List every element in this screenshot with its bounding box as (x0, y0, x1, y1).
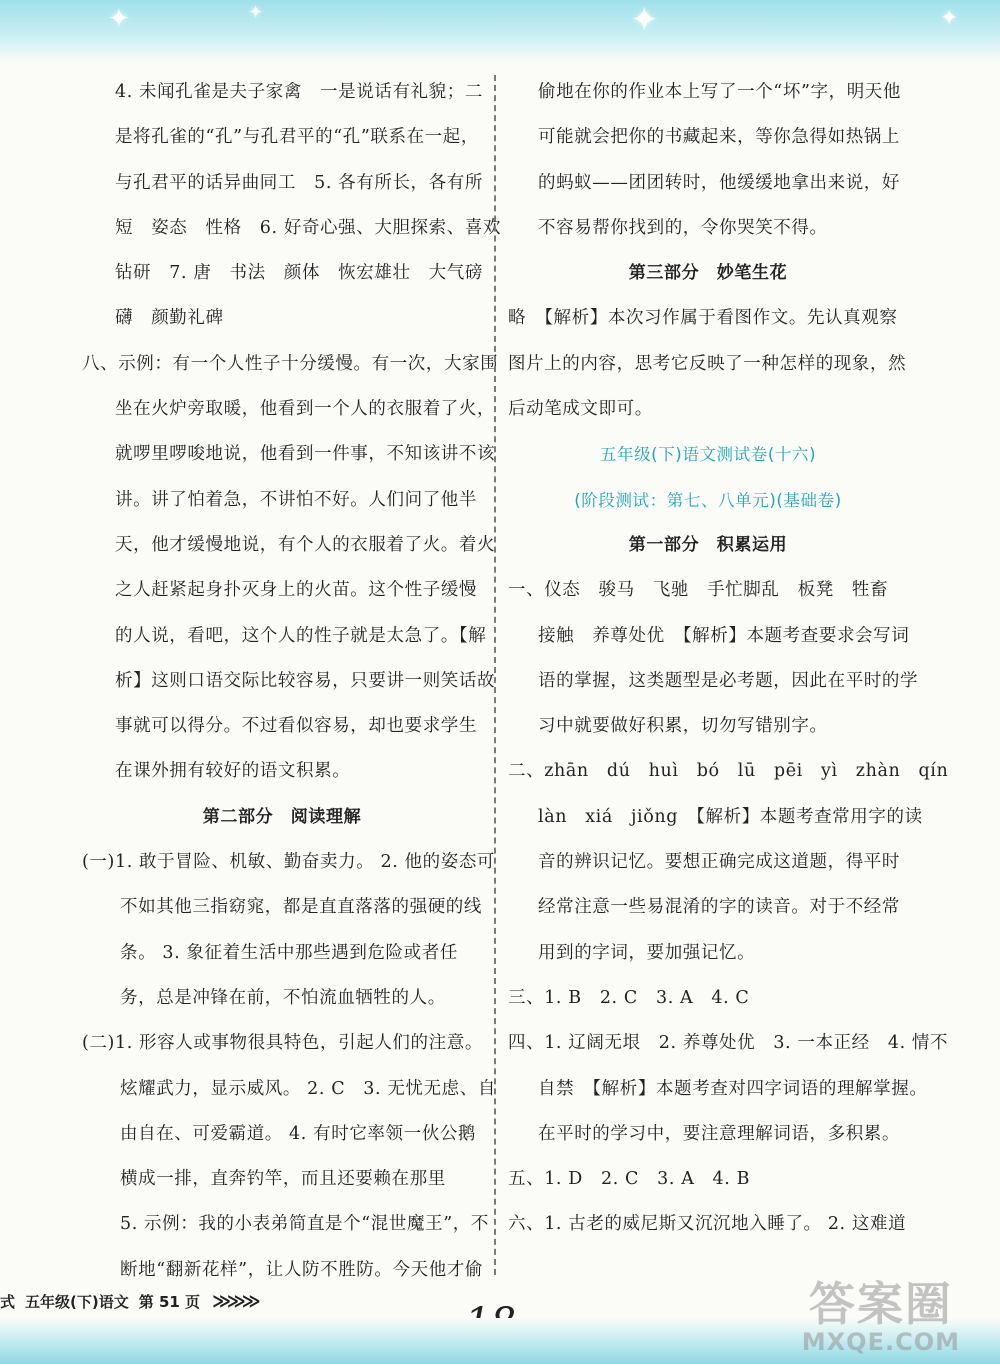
answer-line: 之人赶紧起身扑灭身上的火苗。这个性子缓慢 (115, 580, 477, 601)
footer-subject: 五年级(下)语文 (25, 1292, 129, 1311)
answer-line: 讲。讲了怕着急，不讲怕不好。人们问了他半 (115, 489, 477, 510)
answer-line: 天，他才缓慢地说，有个人的衣服着了火。着火 (115, 534, 496, 555)
answer-line: 炫耀武力，显示威风。 2. C 3. 无忧无虑、自 (120, 1078, 496, 1099)
section-heading-reading: 第二部分 阅读理解 (202, 806, 362, 827)
answer-line: 图片上的内容，思考它反映了一种怎样的现象，然 (508, 353, 907, 374)
answer-line: (二)1. 形容人或事物很具特色，引起人们的注意。 (82, 1033, 483, 1054)
watermark-logo (802, 1268, 960, 1356)
answer-line: 四、1. 辽阔无垠 2. 养尊处优 3. 一本正经 4. 情不 (508, 1033, 949, 1054)
answer-line: 4. 未闻孔雀是夫子家禽 一是说话有礼貌；二 (115, 82, 483, 102)
answer-line: 可能就会把你的书藏起来，等你急得如热锅上 (538, 127, 900, 148)
answer-line: 5. 示例：我的小表弟简直是个“混世魔王”，不 (120, 1214, 489, 1235)
watermark-site-text: MXQE.COM (801, 1328, 960, 1356)
answer-line: (一)1. 敢于冒险、机敏、勤奋卖力。 2. 他的姿态可 (82, 852, 496, 873)
answer-line: 由自在、可爱霸道。 4. 有时它率领一伙公鹅 (120, 1123, 477, 1144)
page-footer (0, 1288, 267, 1314)
answer-line: 接触 养尊处优 【解析】本题考查要求会写词 (538, 625, 910, 646)
section-heading-accumulation: 第一部分 积累运用 (628, 534, 788, 555)
answer-line: 就啰里啰唆地说，他看到一件事，不知该讲不该 (115, 444, 496, 465)
answer-line: 钻研 7. 唐 书法 颜体 恢宏雄壮 大气磅 (115, 263, 483, 284)
answer-line: 用到的字词，要加强记忆。 (538, 942, 756, 963)
test-subtitle: (阶段测试：第七、八单元)(基础卷) (574, 490, 842, 510)
arrows-icon: ≫≫≫ (212, 1290, 257, 1312)
answer-line: 条。 3. 象征着生活中那些遇到危险或者任 (120, 942, 458, 963)
left-column (82, 70, 502, 1293)
watermark-main-text: 答案圈 (808, 1277, 953, 1331)
answer-line: làn xiá jiǒng 【解析】本题考查常用字的读 (538, 806, 923, 827)
answer-line: 断地“翻新花样”，让人防不胜防。今天他才偷 (120, 1259, 483, 1280)
right-column (508, 70, 949, 1248)
answer-line: 三、1. B 2. C 3. A 4. C (508, 987, 750, 1008)
answer-line: 自禁 【解析】本题考查对四字词语的理解掌握。 (538, 1078, 928, 1099)
answer-line: 经常注意一些易混淆的字的读音。对于不经常 (538, 897, 900, 918)
answer-line: 短 姿态 性格 6. 好奇心强、大胆探索、喜欢 (115, 217, 502, 238)
answer-line: 音的辨识记忆。要想正确完成这道题，得平时 (538, 852, 900, 873)
answer-line: 六、1. 古老的威尼斯又沉沉地入睡了。 2. 这难道 (508, 1214, 907, 1235)
answer-line: 一、仪态 骏马 飞驰 手忙脚乱 板凳 牲畜 (508, 580, 889, 601)
column-divider (494, 75, 496, 1275)
answer-line: 的蚂蚁——团团转时，他缓缓地拿出来说，好 (538, 172, 900, 193)
sparkle-icon: ✦ (630, 0, 659, 40)
answer-line: 不如其他三指窈窕，都是直直落落的强硬的线 (120, 897, 482, 918)
test-title: 五年级(下)语文测试卷(十六) (599, 445, 817, 465)
answer-line: 八、示例：有一个人性子十分缓慢。有一次，大家围 (82, 353, 499, 374)
answer-line: 偷地在你的作业本上写了一个“坏”字，明天他 (538, 82, 901, 102)
sparkle-icon: ✦ (940, 6, 959, 31)
section-heading-writing: 第三部分 妙笔生花 (628, 263, 788, 284)
footer-prefix: 式 (0, 1292, 16, 1311)
answer-line: 二、zhān dú huì bó lū pēi yì zhàn qín (508, 761, 949, 782)
answer-line: 不容易帮你找到的，令你哭笑不得。 (538, 217, 828, 238)
answer-line: 习中就要做好积累，切勿写错别字。 (538, 716, 828, 737)
page-number: 第 51 页 (138, 1292, 201, 1311)
answer-line: 事就可以得分。不过看似容易，却也要求学生 (115, 716, 477, 737)
answer-line: 语的掌握，这类题型是必考题，因此在平时的学 (538, 670, 919, 691)
answer-line: 务，总是冲锋在前，不怕流血牺牲的人。 (120, 987, 446, 1008)
answer-line: 的人说，看吧，这个人的性子就是太急了。【解 (115, 625, 487, 646)
answer-line: 后动笔成文即可。 (508, 399, 653, 420)
sparkle-icon: ✦ (108, 4, 130, 34)
answer-line: 与孔君平的话异曲同工 5. 各有所长，各有所 (115, 172, 483, 193)
answer-line: 五、1. D 2. C 3. A 4. B (508, 1169, 751, 1190)
answer-line: 是将孔雀的“孔”与孔君平的“孔”联系在一起， (115, 127, 479, 148)
answer-line: 坐在火炉旁取暖，他看到一个人的衣服着了火， (115, 399, 496, 420)
answer-line: 礴 颜勤礼碑 (115, 308, 224, 329)
answer-line: 在课外拥有较好的语文积累。 (115, 761, 351, 782)
answer-line: 略 【解析】本次习作属于看图作文。先认真观察 (508, 308, 898, 329)
answer-line: 析】这则口语交际比较容易，只要讲一则笑话故 (115, 670, 496, 691)
top-decorative-band (0, 0, 1000, 62)
answer-line: 在平时的学习中，要注意理解词语，多积累。 (538, 1123, 900, 1144)
sparkle-icon: ✦ (248, 2, 264, 23)
answer-line: 横成一排，直奔钓竿，而且还要赖在那里 (120, 1169, 446, 1190)
